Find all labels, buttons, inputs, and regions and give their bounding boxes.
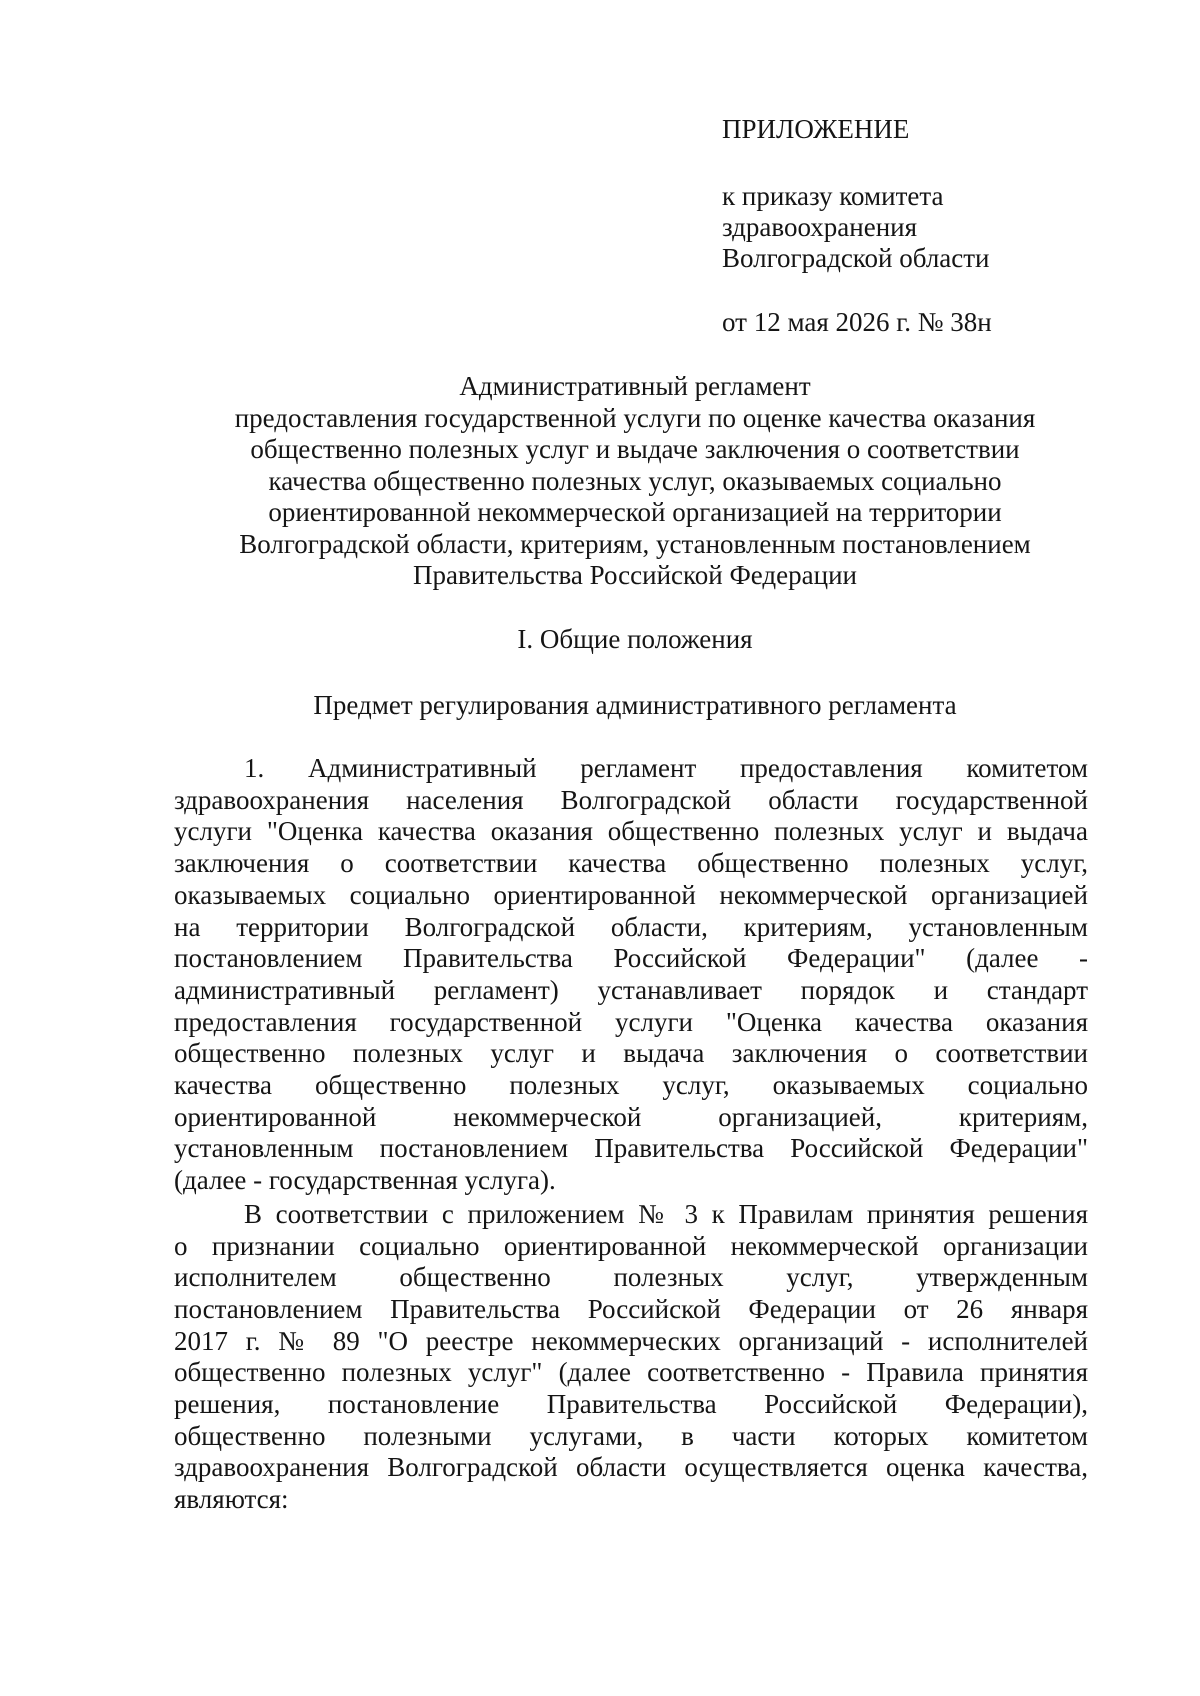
- paragraph-2: [174, 1199, 1088, 1516]
- paragraph-line: общественно полезных услуг и выдача заключения о соответствии: [174, 1038, 1088, 1069]
- body-text: [174, 753, 1088, 1516]
- appendix-title: ПРИЛОЖЕНИЕ: [722, 114, 910, 144]
- paragraph-1: [174, 753, 1088, 1197]
- paragraph-line: здравоохранения Волгоградской области осуществляется оценка качества,: [174, 1452, 1088, 1483]
- paragraph-line: оказываемых социально ориентированной некоммерческой организацией: [174, 879, 1088, 910]
- paragraph-line: 1. Административный регламент предоставления комитетом: [244, 753, 1088, 783]
- document-title-line: качества общественно полезных услуг, оказываемых социально: [268, 465, 1002, 496]
- paragraph-line: ориентированной некоммерческой организацией, критериям,: [174, 1101, 1088, 1132]
- document-title-line: общественно полезных услуг и выдаче заключения о соответствии: [250, 434, 1020, 464]
- paragraph-line: заключения о соответствии качества общественно полезных услуг,: [174, 848, 1088, 879]
- paragraph-line: решения, постановление Правительства Российской Федерации),: [174, 1389, 1088, 1420]
- paragraph-line: В соответствии с приложением № 3 к Правилам принятия решения: [244, 1198, 1088, 1229]
- document-title: [150, 371, 1120, 592]
- appendix-reference-line: здравоохранения: [722, 212, 918, 242]
- paragraph-line: общественно полезных услуг" (далее соответственно - Правила принятия: [174, 1357, 1088, 1388]
- paragraph-line: услуги "Оценка качества оказания общественно полезных услуг и выдача: [174, 816, 1088, 847]
- section-heading: I. Общие положения: [517, 624, 753, 654]
- paragraph-line: исполнителем общественно полезных услуг, утвержденным: [174, 1262, 1088, 1293]
- document-title-line: Волгоградской области, критериям, установленным постановлением: [239, 528, 1031, 559]
- paragraph-line: 2017 г. № 89 "О реестре некоммерческих организаций - исполнителей: [174, 1325, 1088, 1356]
- paragraph-line: административный регламент) устанавливает порядок и стандарт: [174, 974, 1088, 1005]
- paragraph-line: являются:: [174, 1484, 289, 1515]
- appendix-date: от 12 мая 2026 г. № 38н: [722, 307, 992, 337]
- paragraph-line: о признании социально ориентированной некоммерческой организации: [174, 1230, 1088, 1261]
- document-title-line: Административный регламент: [459, 371, 811, 401]
- document-title-line: Правительства Российской Федерации: [413, 560, 857, 590]
- document-title-line: предоставления государственной услуги по оценке качества оказания: [234, 402, 1036, 433]
- appendix-reference-line: к приказу комитета: [722, 181, 944, 211]
- paragraph-line: на территории Волгоградской области, критериям, установленным: [174, 911, 1088, 942]
- appendix-reference-line: Волгоградской области: [722, 243, 990, 273]
- paragraph-line: установленным постановлением Правительства Российской Федерации": [174, 1133, 1088, 1164]
- paragraph-line: качества общественно полезных услуг, оказываемых социально: [174, 1070, 1088, 1101]
- subsection-heading: Предмет регулирования административного регламента: [313, 690, 957, 720]
- paragraph-line: общественно полезными услугами, в части которых комитетом: [174, 1420, 1088, 1451]
- appendix-reference: [722, 181, 1162, 274]
- document-title-line: ориентированной некоммерческой организацией на территории: [268, 497, 1002, 527]
- paragraph-line: постановлением Правительства Российской Федерации от 26 января: [174, 1293, 1088, 1324]
- paragraph-line: (далее - государственная услуга).: [174, 1165, 556, 1196]
- paragraph-line: предоставления государственной услуги "Оценка качества оказания: [174, 1006, 1088, 1037]
- paragraph-line: здравоохранения населения Волгоградской области государственной: [174, 784, 1088, 815]
- paragraph-line: постановлением Правительства Российской Федерации" (далее -: [174, 943, 1088, 974]
